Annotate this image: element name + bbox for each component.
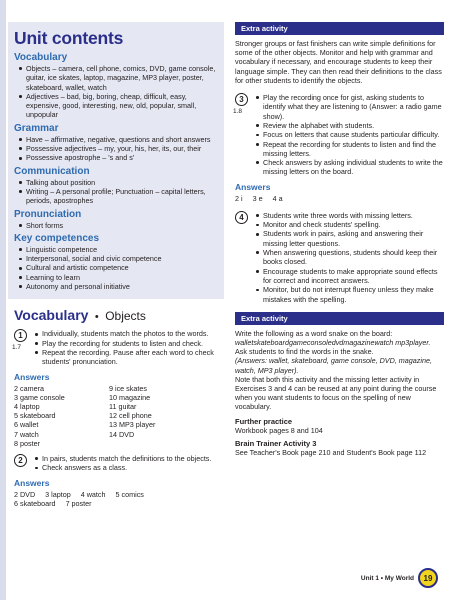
list-item: Individually, students match the photos to the words. <box>30 329 224 338</box>
exercise-3-steps <box>251 93 444 177</box>
page-number-badge: 19 <box>418 568 438 588</box>
exercise-number-badge: 4 <box>235 211 248 224</box>
list-item: Repeat the recording. Pause after each word to check students' pronunciation. <box>30 348 224 367</box>
answer-item: 3 laptop <box>45 489 71 499</box>
list-item: Play the recording once for gist, asking students to identify what they are listening to (Answer: a radio game show). <box>251 93 444 121</box>
list-item: Learning to learn <box>14 273 218 282</box>
list-item: Linguistic competence <box>14 245 218 254</box>
word-snake: walletskateboardgameconsoledvdmagazinewatch mp3player. <box>235 338 431 348</box>
list-item: Encourage students to make appropriate sound effects for correct and incorrect answers. <box>251 267 444 286</box>
unit-contents-panel <box>8 22 224 299</box>
extra-activity-intro: Write the following as a word snake on the board: <box>235 328 393 338</box>
answers-col-2 <box>109 384 204 448</box>
exercise-4-steps <box>251 211 444 304</box>
page-footer <box>361 568 438 588</box>
exercise-number-badge: 2 <box>14 454 27 467</box>
answer-item: 10 magazine <box>109 392 151 402</box>
list-item: Cultural and artistic competence <box>14 263 218 272</box>
further-practice-block <box>235 417 444 435</box>
list-item: Have – affirmative, negative, questions and short answers <box>14 135 218 144</box>
list-item: Interpersonal, social and civic competence <box>14 254 218 263</box>
section-title-separator: • <box>94 311 99 324</box>
communication-list <box>14 178 218 206</box>
pronunciation-heading: Pronunciation <box>14 208 82 220</box>
brain-trainer-block <box>235 439 444 457</box>
answer-item: 2 camera <box>14 383 44 393</box>
brain-trainer-heading: Brain Trainer Activity 3 <box>235 438 317 448</box>
list-item: Short forms <box>14 221 218 230</box>
exercise-3 <box>235 93 444 177</box>
answer-item: 2 i <box>235 193 243 203</box>
answer-item: 4 watch <box>80 489 106 499</box>
answers-1-grid <box>14 384 224 448</box>
brain-trainer-text: See Teacher's Book page 210 and Student's Book page 112 <box>235 447 427 457</box>
grammar-list <box>14 135 218 163</box>
answer-item: 7 poster <box>65 498 92 508</box>
extra-activity-banner: Extra activity <box>235 312 444 326</box>
list-item: Autonomy and personal initiative <box>14 282 218 291</box>
left-column <box>14 22 224 508</box>
list-item: Focus on letters that cause students particular difficulty. <box>251 130 444 139</box>
answer-item: 4 laptop <box>14 401 40 411</box>
answers-heading: Answers <box>14 371 50 382</box>
answer-item: 7 watch <box>14 429 39 439</box>
exercise-2 <box>14 454 224 473</box>
answers-3-line <box>235 194 444 203</box>
audio-track-label: 1.8 <box>233 108 243 116</box>
list-item: Monitor, but do not interrupt fluency unless they make mistakes with the spelling. <box>251 285 444 304</box>
exercise-number-badge: 1 <box>14 329 27 342</box>
answer-item: 8 poster <box>14 438 40 448</box>
extra-activity-answers: (Answers: wallet, skateboard, game console, DVD, magazine, watch, MP3 player). <box>235 356 432 375</box>
list-item: Repeat the recording for students to listen and find the missing letters. <box>251 140 444 159</box>
key-competences-list <box>14 245 218 291</box>
extra-activity-note: Note that both this activity and the missing letter activity in Exercises 3 and 4 can be reused at any point during the course when you want students to focus on the spelling of new vocabulary. <box>235 374 437 412</box>
extra-activity-instruction: Ask students to find the words in the snake. <box>235 347 374 357</box>
list-item: Play the recording for students to listen and check. <box>30 339 224 348</box>
vocabulary-list <box>14 64 218 120</box>
right-column <box>235 22 444 457</box>
list-item: Monitor and check students' spelling. <box>251 220 444 229</box>
list-item: Students work in pairs, asking and answering their missing letter questions. <box>251 229 444 248</box>
audio-track-label: 1.7 <box>12 344 22 352</box>
answer-item: 5 skateboard <box>14 411 56 421</box>
unit-contents-title: Unit contents <box>14 28 124 48</box>
further-practice-text: Workbook pages 8 and 104 <box>235 425 323 435</box>
extra-activity-banner: Extra activity <box>235 22 444 36</box>
footer-unit-label: Unit 1 • My World <box>360 574 414 582</box>
book-page <box>6 0 452 600</box>
exercise-1 <box>14 329 224 366</box>
list-item: Check answers as a class. <box>30 463 224 472</box>
answers-col-1 <box>14 384 109 448</box>
answer-item: 12 cell phone <box>109 411 152 421</box>
list-item: Review the alphabet with students. <box>251 121 444 130</box>
communication-heading: Communication <box>14 165 90 177</box>
answers-2-line-2 <box>14 499 224 508</box>
exercise-1-steps <box>30 329 224 366</box>
exercise-number-badge: 3 <box>235 93 248 106</box>
answer-item: 6 wallet <box>14 420 39 430</box>
answers-heading: Answers <box>235 181 271 192</box>
section-title-sub: Objects <box>105 309 146 324</box>
extra-activity-text: Stronger groups or fast finishers can write simple definitions for some of the other objects. Monitor and help with grammar and vocabulary if necessary, and encourage students to keep their language simple. They can then read their definitions to the class for other students to identify the objects. <box>235 39 442 85</box>
list-item: Writing – A personal profile; Punctuation – capital letters, periods, apostrophes <box>14 187 218 206</box>
list-item: Possessive adjectives – my, your, his, her, its, our, their <box>14 144 218 153</box>
vocabulary-heading: Vocabulary <box>14 52 68 63</box>
answer-item: 9 ice skates <box>109 383 147 393</box>
list-item: Check answers by asking individual students to write the missing letters on the board. <box>251 158 444 177</box>
answer-item: 13 MP3 player <box>109 420 156 430</box>
pronunciation-list <box>14 221 218 230</box>
exercise-2-steps <box>30 454 224 473</box>
answer-item: 3 e <box>252 193 263 203</box>
key-competences-heading: Key competences <box>14 232 100 244</box>
answers-2-line-1 <box>14 490 224 499</box>
answer-item: 2 DVD <box>14 489 36 499</box>
further-practice-heading: Further practice <box>235 416 293 426</box>
answer-item: 3 game console <box>14 392 65 402</box>
list-item: Talking about position <box>14 178 218 187</box>
grammar-heading: Grammar <box>14 122 59 134</box>
list-item: Students write three words with missing letters. <box>251 211 444 220</box>
answer-item: 5 comics <box>115 489 144 499</box>
answer-item: 6 skateboard <box>14 498 56 508</box>
list-item: In pairs, students match the definitions to the objects. <box>30 454 224 463</box>
vocabulary-section-title <box>14 307 224 325</box>
exercise-4 <box>235 211 444 304</box>
list-item: Possessive apostrophe – 's and s' <box>14 153 218 162</box>
list-item: Adjectives – bad, big, boring, cheap, difficult, easy, expensive, good, interesting, new, old, popular, small, unpopular <box>14 92 218 120</box>
section-title-main: Vocabulary <box>14 307 89 324</box>
answer-item: 4 a <box>272 193 283 203</box>
list-item: Objects – camera, cell phone, comics, DVD, game console, guitar, ice skates, laptop, magazine, MP3 player, poster, skateboard, wallet, watch <box>14 64 218 92</box>
answer-item: 11 guitar <box>109 401 137 411</box>
answers-heading: Answers <box>14 477 50 488</box>
answer-item: 14 DVD <box>109 429 135 439</box>
list-item: When answering questions, students should keep their books closed. <box>251 248 444 267</box>
